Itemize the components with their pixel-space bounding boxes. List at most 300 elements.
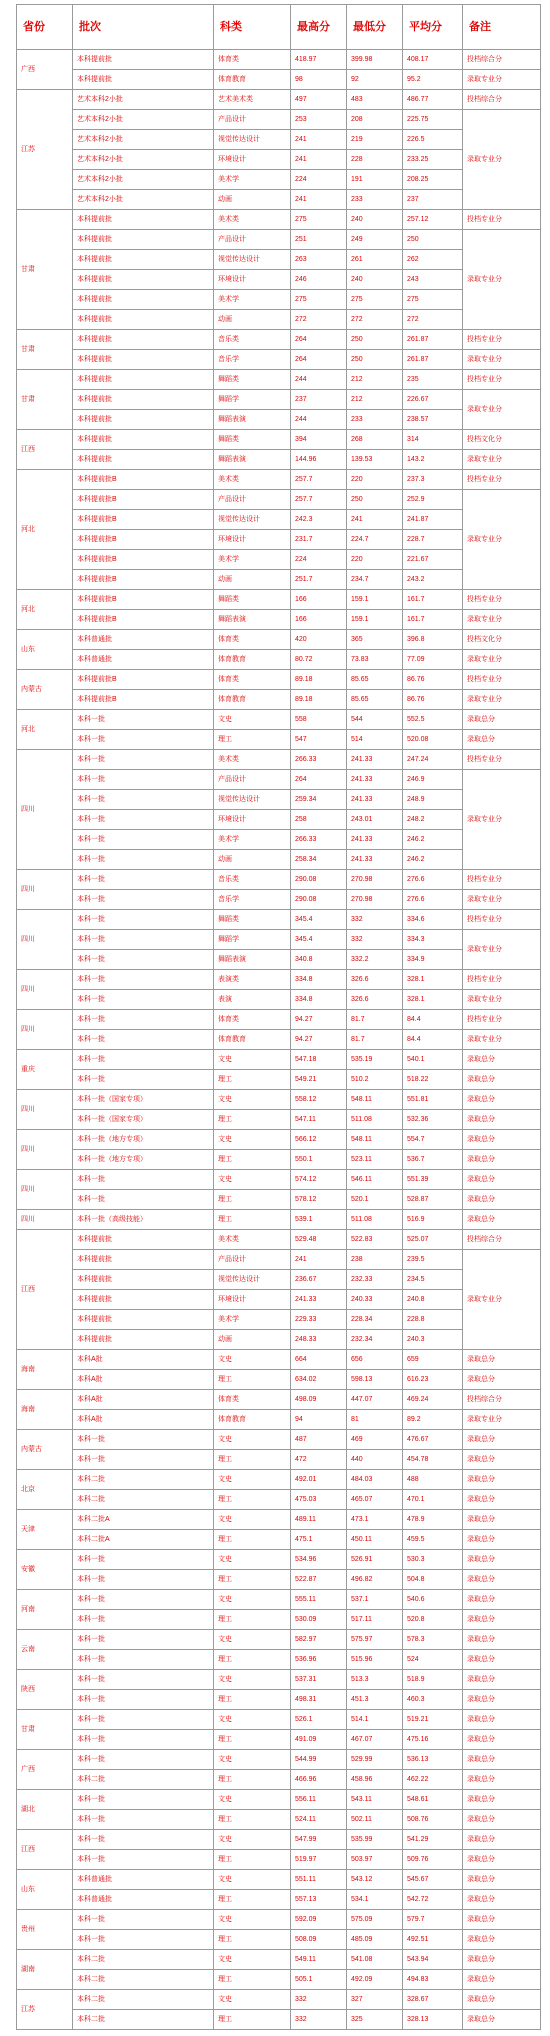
avg-score-cell: 469.24	[403, 1390, 463, 1410]
table-row	[17, 1730, 541, 1750]
table-row	[17, 1710, 541, 1730]
max-score-cell: 258.34	[291, 850, 347, 870]
category-cell: 理工	[214, 730, 291, 750]
batch-cell: 本科提前批B	[73, 510, 214, 530]
avg-score-cell: 454.78	[403, 1450, 463, 1470]
header-province: 省份	[17, 5, 73, 50]
max-score-cell: 334.8	[291, 990, 347, 1010]
category-cell: 音乐类	[214, 870, 291, 890]
batch-cell: 本科提前批	[73, 1250, 214, 1270]
category-cell: 艺术美术类	[214, 90, 291, 110]
avg-score-cell: 504.8	[403, 1570, 463, 1590]
table-row	[17, 950, 541, 970]
max-score-cell: 272	[291, 310, 347, 330]
max-score-cell: 592.09	[291, 1910, 347, 1930]
note-cell: 录取专业分	[463, 390, 541, 430]
batch-cell: 本科提前批	[73, 1290, 214, 1310]
table-row	[17, 610, 541, 630]
table-row	[17, 1630, 541, 1650]
min-score-cell: 447.07	[347, 1390, 403, 1410]
avg-score-cell: 246.9	[403, 770, 463, 790]
province-cell: 甘肃	[17, 370, 73, 430]
max-score-cell: 332	[291, 2010, 347, 2030]
avg-score-cell: 233.25	[403, 150, 463, 170]
note-cell: 投档综合分	[463, 1230, 541, 1250]
max-score-cell: 231.7	[291, 530, 347, 550]
avg-score-cell: 520.8	[403, 1610, 463, 1630]
avg-score-cell: 486.77	[403, 90, 463, 110]
category-cell: 动画	[214, 570, 291, 590]
table-row	[17, 870, 541, 890]
avg-score-cell: 328.13	[403, 2010, 463, 2030]
note-cell: 录取总分	[463, 1950, 541, 1970]
category-cell: 产品设计	[214, 770, 291, 790]
avg-score-cell: 520.08	[403, 730, 463, 750]
min-score-cell: 232.33	[347, 1270, 403, 1290]
table-row	[17, 290, 541, 310]
min-score-cell: 535.19	[347, 1050, 403, 1070]
category-cell: 文史	[214, 1630, 291, 1650]
max-score-cell: 257.7	[291, 490, 347, 510]
batch-cell: 艺术本科2小批	[73, 90, 214, 110]
max-score-cell: 522.87	[291, 1570, 347, 1590]
max-score-cell: 241	[291, 130, 347, 150]
min-score-cell: 238	[347, 1250, 403, 1270]
category-cell: 动画	[214, 1330, 291, 1350]
province-cell: 四川	[17, 870, 73, 910]
category-cell: 美术类	[214, 750, 291, 770]
max-score-cell: 555.11	[291, 1590, 347, 1610]
note-cell: 录取专业分	[463, 690, 541, 710]
category-cell: 动画	[214, 850, 291, 870]
batch-cell: 本科提前批	[73, 250, 214, 270]
max-score-cell: 505.1	[291, 1970, 347, 1990]
avg-score-cell: 77.09	[403, 650, 463, 670]
batch-cell: 艺术本科2小批	[73, 190, 214, 210]
avg-score-cell: 84.4	[403, 1010, 463, 1030]
note-cell: 录取专业分	[463, 490, 541, 590]
table-row	[17, 1850, 541, 1870]
batch-cell: 本科一批	[73, 770, 214, 790]
province-cell: 四川	[17, 1090, 73, 1130]
avg-score-cell: 328.1	[403, 990, 463, 1010]
batch-cell: 本科一批	[73, 1730, 214, 1750]
table-row	[17, 70, 541, 90]
max-score-cell: 241	[291, 190, 347, 210]
category-cell: 美术学	[214, 1310, 291, 1330]
table-row	[17, 1090, 541, 1110]
table-row	[17, 850, 541, 870]
min-score-cell: 272	[347, 310, 403, 330]
province-cell: 重庆	[17, 1050, 73, 1090]
batch-cell: 本科提前批	[73, 270, 214, 290]
max-score-cell: 578.12	[291, 1190, 347, 1210]
batch-cell: 本科一批	[73, 1850, 214, 1870]
category-cell: 舞蹈表演	[214, 950, 291, 970]
province-cell: 四川	[17, 910, 73, 970]
max-score-cell: 244	[291, 370, 347, 390]
max-score-cell: 334.8	[291, 970, 347, 990]
max-score-cell: 290.08	[291, 890, 347, 910]
avg-score-cell: 228.8	[403, 1310, 463, 1330]
batch-cell: 本科一批	[73, 1910, 214, 1930]
category-cell: 音乐类	[214, 330, 291, 350]
table-row	[17, 90, 541, 110]
max-score-cell: 529.48	[291, 1230, 347, 1250]
avg-score-cell: 334.3	[403, 930, 463, 950]
note-cell: 录取总分	[463, 1750, 541, 1770]
avg-score-cell: 89.2	[403, 1410, 463, 1430]
header-max-score: 最高分	[291, 5, 347, 50]
note-cell: 录取总分	[463, 1850, 541, 1870]
batch-cell: 本科二批	[73, 2010, 214, 2030]
note-cell: 录取总分	[463, 1730, 541, 1750]
note-cell: 录取总分	[463, 1090, 541, 1110]
min-score-cell: 467.07	[347, 1730, 403, 1750]
header-category: 科类	[214, 5, 291, 50]
category-cell: 理工	[214, 1070, 291, 1090]
min-score-cell: 228	[347, 150, 403, 170]
avg-score-cell: 208.25	[403, 170, 463, 190]
table-row	[17, 1890, 541, 1910]
note-cell: 投档综合分	[463, 1390, 541, 1410]
avg-score-cell: 578.3	[403, 1630, 463, 1650]
category-cell: 理工	[214, 1970, 291, 1990]
avg-score-cell: 334.9	[403, 950, 463, 970]
max-score-cell: 94.27	[291, 1030, 347, 1050]
table-row	[17, 470, 541, 490]
category-cell: 体育教育	[214, 650, 291, 670]
table-row	[17, 970, 541, 990]
min-score-cell: 241.33	[347, 830, 403, 850]
table-row	[17, 1470, 541, 1490]
category-cell: 文史	[214, 1590, 291, 1610]
category-cell: 理工	[214, 1610, 291, 1630]
batch-cell: 本科一批	[73, 1650, 214, 1670]
batch-cell: 本科提前批	[73, 210, 214, 230]
min-score-cell: 517.11	[347, 1610, 403, 1630]
avg-score-cell: 488	[403, 1470, 463, 1490]
batch-cell: 本科一批	[73, 1610, 214, 1630]
note-cell: 录取专业分	[463, 230, 541, 330]
note-cell: 投档专业分	[463, 870, 541, 890]
max-score-cell: 498.31	[291, 1690, 347, 1710]
min-score-cell: 548.11	[347, 1130, 403, 1150]
batch-cell: 本科提前批	[73, 70, 214, 90]
max-score-cell: 547.99	[291, 1830, 347, 1850]
min-score-cell: 458.96	[347, 1770, 403, 1790]
batch-cell: 本科一批	[73, 830, 214, 850]
batch-cell: 本科提前批B	[73, 670, 214, 690]
category-cell: 文史	[214, 1470, 291, 1490]
category-cell: 舞蹈类	[214, 370, 291, 390]
max-score-cell: 534.96	[291, 1550, 347, 1570]
batch-cell: 本科一批	[73, 750, 214, 770]
max-score-cell: 266.33	[291, 750, 347, 770]
batch-cell: 本科一批	[73, 790, 214, 810]
avg-score-cell: 516.9	[403, 1210, 463, 1230]
min-score-cell: 81.7	[347, 1030, 403, 1050]
province-cell: 江苏	[17, 1990, 73, 2030]
category-cell: 美术类	[214, 470, 291, 490]
table-row	[17, 1530, 541, 1550]
max-score-cell: 566.12	[291, 1130, 347, 1150]
avg-score-cell: 552.5	[403, 710, 463, 730]
note-cell: 录取总分	[463, 1190, 541, 1210]
category-cell: 文史	[214, 1550, 291, 1570]
note-cell: 录取总分	[463, 1110, 541, 1130]
min-score-cell: 520.1	[347, 1190, 403, 1210]
category-cell: 理工	[214, 1650, 291, 1670]
max-score-cell: 264	[291, 770, 347, 790]
max-score-cell: 94	[291, 1410, 347, 1430]
max-score-cell: 574.12	[291, 1170, 347, 1190]
category-cell: 文史	[214, 1830, 291, 1850]
category-cell: 产品设计	[214, 1250, 291, 1270]
min-score-cell: 529.99	[347, 1750, 403, 1770]
batch-cell: 本科一批（地方专项）	[73, 1130, 214, 1150]
table-row	[17, 50, 541, 70]
batch-cell: 本科提前批	[73, 370, 214, 390]
max-score-cell: 258	[291, 810, 347, 830]
batch-cell: 本科一批	[73, 1570, 214, 1590]
category-cell: 文史	[214, 1710, 291, 1730]
batch-cell: 本科一批（国家专项）	[73, 1090, 214, 1110]
category-cell: 理工	[214, 1810, 291, 1830]
province-cell: 江苏	[17, 90, 73, 210]
batch-cell: 本科提前批	[73, 1310, 214, 1330]
batch-cell: 本科一批	[73, 730, 214, 750]
table-row	[17, 1190, 541, 1210]
category-cell: 理工	[214, 2010, 291, 2030]
category-cell: 理工	[214, 1570, 291, 1590]
max-score-cell: 524.11	[291, 1810, 347, 1830]
min-score-cell: 92	[347, 70, 403, 90]
max-score-cell: 492.01	[291, 1470, 347, 1490]
avg-score-cell: 235	[403, 370, 463, 390]
category-cell: 体育类	[214, 670, 291, 690]
table-row	[17, 770, 541, 790]
max-score-cell: 89.18	[291, 670, 347, 690]
max-score-cell: 475.03	[291, 1490, 347, 1510]
note-cell: 录取总分	[463, 1050, 541, 1070]
table-row	[17, 450, 541, 470]
min-score-cell: 483	[347, 90, 403, 110]
category-cell: 文史	[214, 1950, 291, 1970]
batch-cell: 本科一批	[73, 710, 214, 730]
note-cell: 录取总分	[463, 1550, 541, 1570]
batch-cell: 本科提前批	[73, 1270, 214, 1290]
category-cell: 美术学	[214, 830, 291, 850]
category-cell: 文史	[214, 1130, 291, 1150]
max-score-cell: 472	[291, 1450, 347, 1470]
province-cell: 河北	[17, 470, 73, 590]
min-score-cell: 502.11	[347, 1810, 403, 1830]
table-row	[17, 630, 541, 650]
avg-score-cell: 524	[403, 1650, 463, 1670]
max-score-cell: 537.31	[291, 1670, 347, 1690]
avg-score-cell: 525.07	[403, 1230, 463, 1250]
table-row	[17, 330, 541, 350]
batch-cell: 本科二批	[73, 1490, 214, 1510]
note-cell: 录取总分	[463, 1810, 541, 1830]
category-cell: 美术类	[214, 1230, 291, 1250]
batch-cell: 本科一批	[73, 1830, 214, 1850]
avg-score-cell: 548.61	[403, 1790, 463, 1810]
max-score-cell: 264	[291, 330, 347, 350]
category-cell: 文史	[214, 710, 291, 730]
batch-cell: 本科二批A	[73, 1510, 214, 1530]
avg-score-cell: 248.2	[403, 810, 463, 830]
min-score-cell: 228.34	[347, 1310, 403, 1330]
avg-score-cell: 509.76	[403, 1850, 463, 1870]
note-cell: 录取专业分	[463, 1250, 541, 1350]
min-score-cell: 270.98	[347, 890, 403, 910]
table-row	[17, 1050, 541, 1070]
table-row	[17, 710, 541, 730]
max-score-cell: 229.33	[291, 1310, 347, 1330]
min-score-cell: 250	[347, 330, 403, 350]
table-row	[17, 370, 541, 390]
batch-cell: 本科提前批B	[73, 610, 214, 630]
category-cell: 视觉传达设计	[214, 130, 291, 150]
avg-score-cell: 478.9	[403, 1510, 463, 1530]
table-row	[17, 270, 541, 290]
table-row	[17, 1110, 541, 1130]
batch-cell: 本科一批	[73, 1630, 214, 1650]
avg-score-cell: 536.13	[403, 1750, 463, 1770]
min-score-cell: 484.03	[347, 1470, 403, 1490]
province-cell: 江西	[17, 430, 73, 470]
category-cell: 环境设计	[214, 150, 291, 170]
batch-cell: 本科普通批	[73, 1870, 214, 1890]
min-score-cell: 543.12	[347, 1870, 403, 1890]
category-cell: 舞蹈表演	[214, 610, 291, 630]
batch-cell: 本科A批	[73, 1410, 214, 1430]
category-cell: 体育类	[214, 1010, 291, 1030]
table-row	[17, 1870, 541, 1890]
category-cell: 理工	[214, 1190, 291, 1210]
note-cell: 录取总分	[463, 1870, 541, 1890]
avg-score-cell: 545.67	[403, 1870, 463, 1890]
note-cell: 录取总分	[463, 1690, 541, 1710]
max-score-cell: 547.18	[291, 1050, 347, 1070]
max-score-cell: 237	[291, 390, 347, 410]
table-row	[17, 730, 541, 750]
max-score-cell: 340.8	[291, 950, 347, 970]
batch-cell: 本科一批	[73, 1450, 214, 1470]
min-score-cell: 241.33	[347, 850, 403, 870]
note-cell: 录取总分	[463, 1070, 541, 1090]
batch-cell: 本科二批	[73, 1990, 214, 2010]
max-score-cell: 526.1	[291, 1710, 347, 1730]
table-row	[17, 1610, 541, 1630]
note-cell: 录取总分	[463, 1970, 541, 1990]
province-cell: 江西	[17, 1230, 73, 1350]
max-score-cell: 290.08	[291, 870, 347, 890]
note-cell: 录取总分	[463, 1430, 541, 1450]
category-cell: 文史	[214, 1790, 291, 1810]
max-score-cell: 241	[291, 150, 347, 170]
max-score-cell: 557.13	[291, 1890, 347, 1910]
min-score-cell: 332.2	[347, 950, 403, 970]
min-score-cell: 81.7	[347, 1010, 403, 1030]
min-score-cell: 496.82	[347, 1570, 403, 1590]
batch-cell: 本科提前批B	[73, 690, 214, 710]
max-score-cell: 242.3	[291, 510, 347, 530]
category-cell: 理工	[214, 1210, 291, 1230]
batch-cell: 本科一批	[73, 1790, 214, 1810]
min-score-cell: 513.3	[347, 1670, 403, 1690]
max-score-cell: 558	[291, 710, 347, 730]
batch-cell: 本科提前批	[73, 310, 214, 330]
category-cell: 舞蹈表演	[214, 410, 291, 430]
batch-cell: 本科一批	[73, 930, 214, 950]
avg-score-cell: 530.3	[403, 1550, 463, 1570]
min-score-cell: 233	[347, 190, 403, 210]
category-cell: 舞蹈类	[214, 910, 291, 930]
category-cell: 环境设计	[214, 810, 291, 830]
header-note: 备注	[463, 5, 541, 50]
max-score-cell: 519.97	[291, 1850, 347, 1870]
province-cell: 甘肃	[17, 1710, 73, 1750]
max-score-cell: 551.11	[291, 1870, 347, 1890]
min-score-cell: 511.08	[347, 1210, 403, 1230]
min-score-cell: 473.1	[347, 1510, 403, 1530]
note-cell: 录取总分	[463, 1510, 541, 1530]
table-row	[17, 1970, 541, 1990]
avg-score-cell: 551.81	[403, 1090, 463, 1110]
batch-cell: 本科A批	[73, 1370, 214, 1390]
note-cell: 录取总分	[463, 1650, 541, 1670]
note-cell: 录取总分	[463, 730, 541, 750]
avg-score-cell: 95.2	[403, 70, 463, 90]
note-cell: 投档综合分	[463, 90, 541, 110]
min-score-cell: 326.6	[347, 970, 403, 990]
max-score-cell: 420	[291, 630, 347, 650]
avg-score-cell: 518.9	[403, 1670, 463, 1690]
table-row	[17, 1570, 541, 1590]
avg-score-cell: 86.76	[403, 670, 463, 690]
note-cell: 录取总分	[463, 1890, 541, 1910]
note-cell: 录取总分	[463, 1570, 541, 1590]
max-score-cell: 475.1	[291, 1530, 347, 1550]
min-score-cell: 537.1	[347, 1590, 403, 1610]
table-row	[17, 930, 541, 950]
table-row	[17, 2010, 541, 2030]
category-cell: 理工	[214, 1890, 291, 1910]
note-cell: 投档专业分	[463, 330, 541, 350]
min-score-cell: 485.09	[347, 1930, 403, 1950]
table-row	[17, 1930, 541, 1950]
batch-cell: 本科提前批	[73, 290, 214, 310]
header-avg-score: 平均分	[403, 5, 463, 50]
table-row	[17, 1490, 541, 1510]
min-score-cell: 511.08	[347, 1110, 403, 1130]
table-row	[17, 150, 541, 170]
category-cell: 理工	[214, 1770, 291, 1790]
table-row	[17, 1210, 541, 1230]
table-row	[17, 510, 541, 530]
note-cell: 录取总分	[463, 1790, 541, 1810]
note-cell: 投档综合分	[463, 50, 541, 70]
category-cell: 文史	[214, 1510, 291, 1530]
note-cell: 录取专业分	[463, 1410, 541, 1430]
note-cell: 投档专业分	[463, 210, 541, 230]
max-score-cell: 547.11	[291, 1110, 347, 1130]
batch-cell: 本科一批	[73, 970, 214, 990]
category-cell: 舞蹈类	[214, 430, 291, 450]
